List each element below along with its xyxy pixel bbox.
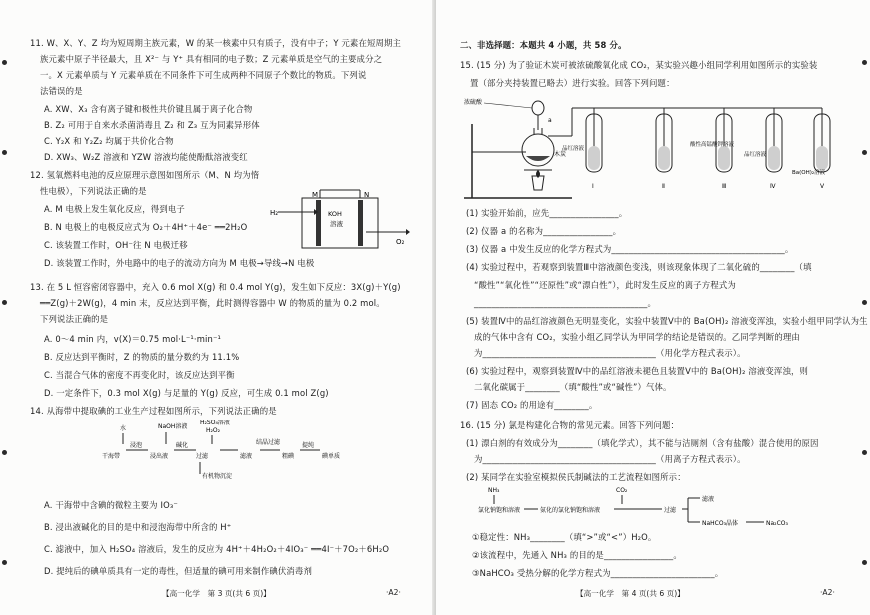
page-code: ·A2· — [820, 588, 835, 597]
subquestion-1-cont: 为________________________________________（用离子方程式表示）。 — [474, 454, 746, 464]
test-tube-2 — [656, 108, 672, 190]
binding-holes — [2, 0, 8, 615]
flow-iodine-product: 碘单质 — [322, 453, 341, 460]
o2-label: O₂ — [396, 238, 405, 246]
option-c: C. Y₂X 和 Y₂Z₂ 均属于共价化合物 — [44, 136, 174, 146]
question-text: 置（部分夹持装置已略去）进行实验。回答下列问题： — [470, 78, 675, 88]
question-text: 14. 从海带中提取碘的工业生产过程如图所示，下列说法正确的是 — [30, 406, 277, 416]
flow-nh3: NH₃ — [488, 487, 500, 494]
option-b: B. N 电极上的电极反应式为 O₂＋4H⁺＋4e⁻ ══2H₂O — [44, 222, 248, 232]
question-text: 下列说法正确的是 — [40, 314, 109, 324]
flow-h2o2-label: H₂O₂ — [206, 427, 221, 434]
subquestion-2: (2) 仪器 a 的名称为________________。 — [466, 226, 622, 236]
subquestion-6-cont: 二氧化碳属于________（填“酸性”或“碱性”）气体。 — [474, 382, 672, 392]
subquestion-3: (3) 仪器 a 中发生反应的化学方程式为________________________________________。 — [466, 244, 794, 254]
page-footer: 【高一化学 第 4 页(共 6 页)】 — [576, 589, 685, 598]
flow-h2so4-label: H₂SO₄溶液 — [200, 420, 230, 426]
test-tube-5 — [792, 108, 830, 190]
question-text: 16. (15 分) 氯是构建化合物的常见元素。回答下列问题： — [460, 420, 680, 430]
charcoal-label: 木炭 — [554, 151, 567, 158]
page-code: ·A2· — [386, 588, 401, 597]
tube-1-reagent: 品红溶液 — [562, 146, 585, 152]
option-d: D. XW₃、W₂Z 溶液和 YZW 溶液均能使酚酞溶液变红 — [44, 152, 248, 162]
option-b: B. 反应达到平衡时，Z 的物质的量分数约为 11.1% — [44, 352, 240, 362]
option-c: C. 该装置工作时，OH⁻往 N 电极迁移 — [44, 240, 188, 250]
test-tube-3 — [690, 108, 735, 190]
question-text: 13. 在 5 L 恒容密闭容器中，充入 0.6 mol X(g) 和 0.4 mol Y(g)，发生如下反应：3X(g)＋Y(g) — [30, 282, 401, 292]
subquestion-1: (1) 实验开始前，应先________________。 — [466, 208, 628, 218]
m-label: M — [312, 191, 319, 199]
option-a: A. 0～4 min 内，v(X)＝0.75 mol·L⁻¹·min⁻¹ — [44, 334, 222, 344]
flow-naoh-label: NaOH溶液 — [158, 423, 188, 430]
question-text: 性电极），下列说法正确的是 — [40, 186, 147, 196]
subquestion-5-cont: 成的气体中含有 CO₂，实验小组乙同学认为甲同学的结论是错误的。乙同学判断的理由 — [474, 332, 800, 342]
electrode-m — [316, 200, 321, 246]
option-a: A. 干海带中含碘的微粒主要为 IO₃⁻ — [44, 500, 178, 510]
option-d: D. 该装置工作时，外电路中的电子的流动方向为 M 电极→导线→N 电极 — [44, 258, 315, 268]
tube-3-number: Ⅲ — [722, 183, 727, 190]
subquestion-4-cont: “酸性”“氧化性”“还原性”或“漂白性”），此时发生反应的离子方程式为 — [474, 280, 736, 290]
subquestion-4: (4) 实验过程中，若观察到装置Ⅲ中溶液颜色变浅，则该现象体现了二氧化硫的________（填 — [466, 262, 812, 272]
subquestion-5: (5) 装置Ⅳ中的品红溶液颜色无明显变化，实验中装置Ⅴ中的 Ba(OH)₂ 溶液变浑浊，实验小组甲同学认为生 — [466, 316, 868, 326]
subquestion-2-1: ①稳定性：NH₃________（填“>”或“<”）H₂O。 — [472, 532, 657, 542]
apparatus-a-label: a — [548, 117, 552, 124]
acid-label: 浓硫酸 — [464, 99, 483, 106]
co2-apparatus-diagram — [462, 94, 852, 206]
tube-2-number: Ⅱ — [662, 183, 665, 190]
question-text: 12. 氢氧燃料电池的反应原理示意图如图所示（M、N 均为惰 — [30, 170, 260, 180]
question-text: ══Z(g)＋2W(g)，4 min 末，反应达到平衡，此时测得容器中 W 的物质的量为 0.2 mol。 — [40, 298, 385, 308]
option-d: D. 一定条件下，0.3 mol X(g) 与足量的 Y(g) 反应，可生成 0.1 mol Z(g) — [44, 388, 329, 398]
page-footer: 【高一化学 第 3 页(共 6 页)】 — [162, 589, 271, 598]
flow-brine: 氯化钠饱和溶液 — [478, 507, 521, 514]
n-label: N — [364, 191, 370, 199]
option-b: B. Z₂ 可用于自来水杀菌消毒且 Z₂ 和 Z₃ 互为同素异形体 — [44, 120, 260, 130]
test-tube-1 — [562, 108, 602, 190]
question-text: 族元素中原子半径最大，且 X²⁻ 与 Y⁺ 具有相同的电子数；Z 元素单质是空气的主要成分之 — [40, 54, 383, 64]
solution-label: 溶液 — [330, 220, 343, 228]
option-c: C. 滤液中，加入 H₂SO₄ 溶液后，发生的反应为 4H⁺＋4H₂O₂＋4IO₃⁻ ══4I⁻＋7O₂＋6H₂O — [44, 544, 390, 554]
flow-ammoniated-brine: 氨化的氯化钠饱和溶液 — [540, 507, 601, 514]
flow-liquor: 滤液 — [702, 496, 715, 503]
flow-soak: 浸泡 — [130, 442, 143, 449]
tube-4-reagent: 品红溶液 — [744, 152, 767, 158]
option-d: D. 提纯后的碘单质具有一定的毒性，但适量的碘可用来制作碘伏消毒剂 — [44, 566, 312, 576]
subquestion-2-2: ②该流程中，先通入 NH₃ 的目的是________________。 — [472, 550, 682, 560]
option-b: B. 浸出液碱化的目的是中和浸泡海带中所含的 H⁺ — [44, 522, 232, 532]
question-text: 一。X 元素单质与 Y 元素单质在不同条件下可生成两种不同原子个数比的物质。下列说 — [40, 70, 367, 80]
flow-leach: 浸出液 — [150, 453, 169, 460]
flow-filtrate: 滤液 — [240, 453, 253, 460]
tube-5-reagent: Ba(OH)₂溶液 — [792, 170, 826, 176]
tube-4-number: Ⅳ — [770, 183, 776, 190]
flow-alkali: 碱化 — [176, 442, 189, 449]
flow-organic: 有机物沉淀 — [202, 473, 233, 480]
flow-crude-iodine: 粗碘 — [282, 453, 295, 460]
h2-label: H₂ — [270, 209, 279, 217]
section-heading: 二、非选择题：本题共 4 小题，共 58 分。 — [460, 40, 627, 50]
flow-refine: 提纯 — [302, 442, 315, 449]
flow-filter: 过滤 — [664, 507, 677, 514]
flow-crystallize: 结晶过滤 — [256, 439, 281, 446]
tube-1-number: Ⅰ — [592, 183, 594, 190]
subquestion-6: (6) 实验过程中，观察到装置Ⅳ中的品红溶液未褪色且装置Ⅴ中的 Ba(OH)₂ 溶液变浑浊，则 — [466, 366, 809, 376]
subquestion-7: (7) 固态 CO₂ 的用途有________。 — [466, 400, 598, 410]
question-text: 15. (15 分) 为了验证木炭可被浓硫酸氧化成 CO₂，某实验兴趣小组同学利用如图所示的实验装 — [460, 60, 818, 70]
flow-nahco3: NaHCO₃晶体 — [702, 520, 738, 527]
flow-filter: 过滤 — [196, 453, 209, 460]
test-tube-4 — [744, 108, 782, 190]
subquestion-5-blank: 为________________________________________（用化学方程式表示）。 — [474, 348, 746, 358]
tube-3-reagent: 酸性高锰酸钾溶液 — [690, 142, 735, 148]
option-a: A. M 电极上发生氧化反应，得到电子 — [44, 204, 185, 214]
option-a: A. XW、X₃ 含有离子键和极性共价键且属于离子化合物 — [44, 104, 253, 114]
subquestion-2-3: ③NaHCO₃ 受热分解的化学方程式为________________________。 — [472, 568, 724, 578]
flow-kelp: 干海带 — [102, 453, 121, 460]
electrode-n — [358, 200, 363, 246]
question-text: 法错误的是 — [40, 86, 83, 96]
binding-holes — [862, 0, 868, 615]
iodine-flowchart — [96, 420, 356, 486]
option-c: C. 当混合气体的密度不再变化时，该反应达到平衡 — [44, 370, 235, 380]
question-text: 11. W、X、Y、Z 均为短周期主族元素，W 的某一核素中只有质子，没有中子；Y 元素在短周期主 — [30, 38, 402, 48]
right-page — [436, 0, 870, 615]
hou-process-flowchart — [476, 484, 806, 528]
flow-co2: CO₂ — [616, 487, 628, 494]
tube-5-number: Ⅴ — [820, 183, 825, 190]
koh-label: KOH — [328, 210, 342, 218]
fuel-cell-diagram — [268, 186, 416, 252]
flow-na2co3: Na₂CO₃ — [766, 520, 788, 527]
flow-water-label: 水 — [120, 425, 127, 432]
subquestion-1: (1) 漂白剂的有效成分为________（填化学式），其不能与洁厕剂（含有盐酸）混合使用的原因 — [466, 438, 819, 448]
subquestion-2: (2) 某同学在实验室模拟侯氏制碱法的工艺流程如图所示： — [466, 472, 686, 482]
subquestion-4-blank: ________________________________________。 — [474, 298, 657, 308]
